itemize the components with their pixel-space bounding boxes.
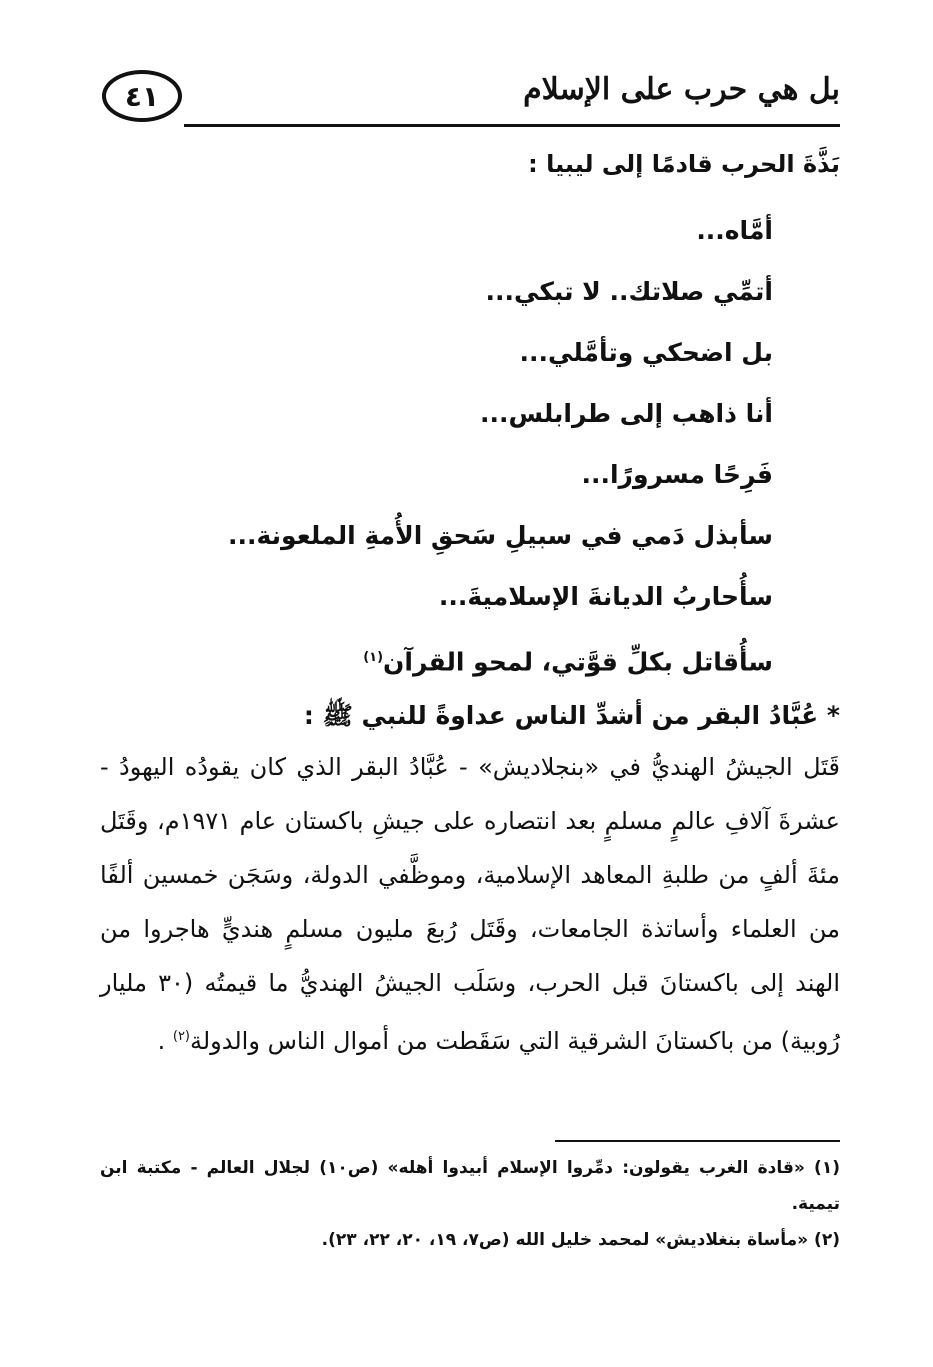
- section-heading: * عُبَّادُ البقر من أشدِّ الناس عداوةً للنبي ﷺ :: [303, 701, 840, 730]
- paragraph-ending: .: [157, 1027, 173, 1055]
- footnote-rule: [555, 1140, 840, 1142]
- poem-line: فَرِحًا مسرورًا...: [581, 460, 773, 489]
- paragraph-text: قَتَل الجيشُ الهنديُّ في «بنجلاديش» - عُبَّادُ البقر الذي كان يقودُه اليهودُ - عشرةَ آلافِ عالمٍ مسلمٍ بعد انتصاره على جيشِ باكستان عام ١٩٧١م، وقَتَل مئةَ ألفٍ من طلبةِ المعاهد الإسلامية، وموظَّفي الدولة، وسَجَن خمسين ألفًا من العلماء وأساتذة الجامعات، وقَتَل رُبعَ مليون مسلمٍ هنديٍّ هاجروا من الهند إلى باكستانَ قبل الحرب، وسَلَب الجيشُ الهنديُّ ما قيمتُه (٣٠ مليار رُوبية) من باكستانَ الشرقية التي سَقَطت من أموال الناس والدولة: [100, 753, 841, 1055]
- poem-line: أنا ذاهب إلى طرابلس...: [480, 399, 773, 428]
- page-header: [100, 62, 840, 132]
- footnote-1: (١) «قادة الغرب يقولون: دمِّروا الإسلام أبيدوا أهله» (ص١٠) لجلال العالم - مكتبة ابن تيمية.: [100, 1158, 840, 1214]
- poem-line: بل اضحكي وتأمَّلي...: [519, 338, 773, 367]
- poem: [228, 200, 773, 688]
- header-rule: [184, 124, 840, 127]
- poem-line: سأُحاربُ الديانةَ الإسلاميةَ...: [438, 582, 773, 611]
- poem-line: أمَّاه...: [696, 216, 773, 245]
- footnote-ref-1: (١): [363, 650, 384, 665]
- poem-line: أتمِّي صلاتك.. لا تبكي...: [485, 277, 773, 306]
- footnote-2: (٢) «مأساة بنغلاديش» لمحمد خليل الله (ص٧، ١٩، ٢٠، ٢٢، ٢٣).: [321, 1230, 840, 1250]
- running-title: بل هي حرب على الإسلام: [523, 72, 840, 107]
- footnotes: [100, 1150, 840, 1258]
- page-number: ٤١: [102, 70, 182, 122]
- body-paragraph: [100, 740, 840, 1068]
- poem-line-text: سأُقاتل بكلِّ قوَّتي، لمحو القرآن: [383, 647, 773, 677]
- intro-line: بَذَّةَ الحرب قادمًا إلى ليبيا :: [528, 150, 840, 178]
- poem-line: [253, 627, 773, 688]
- poem-line: سأبذل دَمي في سبيلِ سَحقِ الأُمةِ الملعونة...: [228, 521, 773, 550]
- footnote-ref-2: (٢): [172, 1029, 190, 1044]
